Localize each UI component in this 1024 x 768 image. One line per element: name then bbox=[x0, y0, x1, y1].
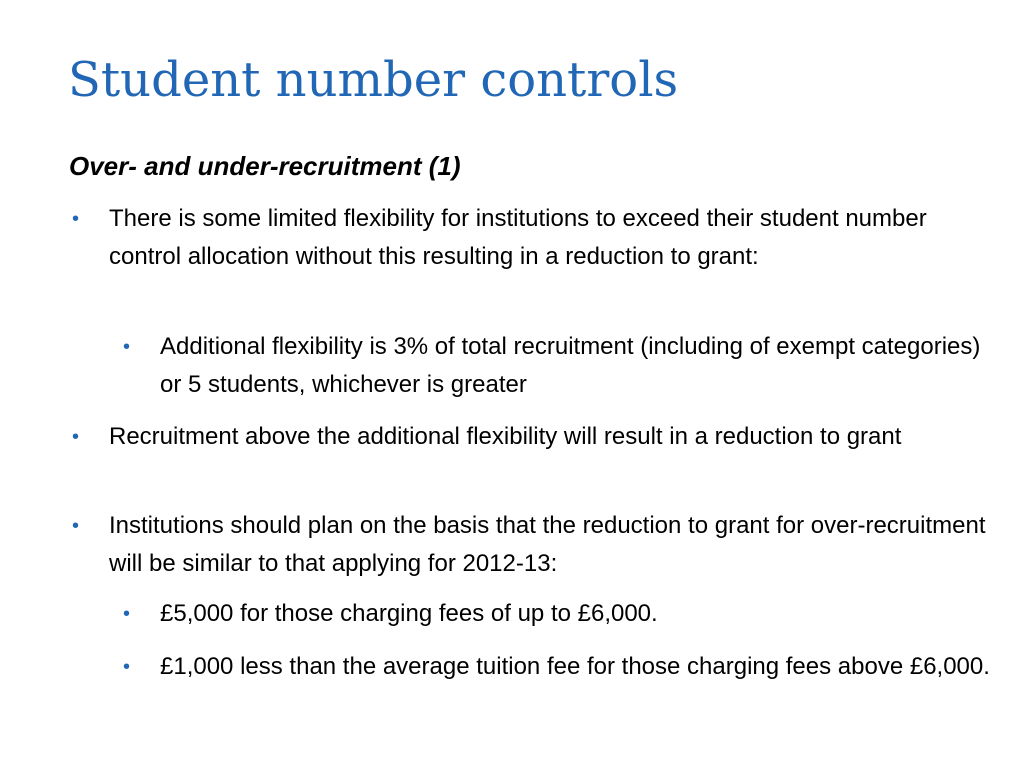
bullet-dot-icon: • bbox=[72, 208, 80, 230]
bullet-text: Additional flexibility is 3% of total recruitment (including of exempt categories) or 5 students, whichever is greater bbox=[160, 333, 981, 398]
bullet-text: £5,000 for those charging fees of up to £6,000. bbox=[160, 600, 658, 627]
bullet-dot-icon: • bbox=[123, 603, 131, 625]
bullet-text: There is some limited flexibility for institutions to exceed their student number control allocation without this resulting in a reduction to grant: bbox=[109, 205, 927, 270]
bullet-item bbox=[72, 418, 989, 456]
bullet-dot-icon: • bbox=[123, 656, 131, 678]
slide-title: Student number controls bbox=[68, 52, 679, 108]
bullet-dot-icon: • bbox=[123, 336, 131, 358]
slide-subtitle: Over- and under-recruitment (1) bbox=[69, 151, 461, 181]
bullet-dot-icon: • bbox=[72, 515, 80, 537]
sub-bullet-item bbox=[123, 328, 990, 404]
bullet-item bbox=[72, 200, 989, 276]
bullet-text: Institutions should plan on the basis that the reduction to grant for over-recruitment will be similar to that applying for 2012-13: bbox=[109, 512, 986, 577]
bullet-text: Recruitment above the additional flexibility will result in a reduction to grant bbox=[109, 423, 902, 450]
bullet-dot-icon: • bbox=[72, 426, 80, 448]
bullet-item bbox=[72, 507, 989, 583]
bullet-text: £1,000 less than the average tuition fee for those charging fees above £6,000. bbox=[160, 653, 990, 680]
sub-bullet-item bbox=[123, 595, 990, 633]
sub-bullet-item bbox=[123, 648, 990, 686]
